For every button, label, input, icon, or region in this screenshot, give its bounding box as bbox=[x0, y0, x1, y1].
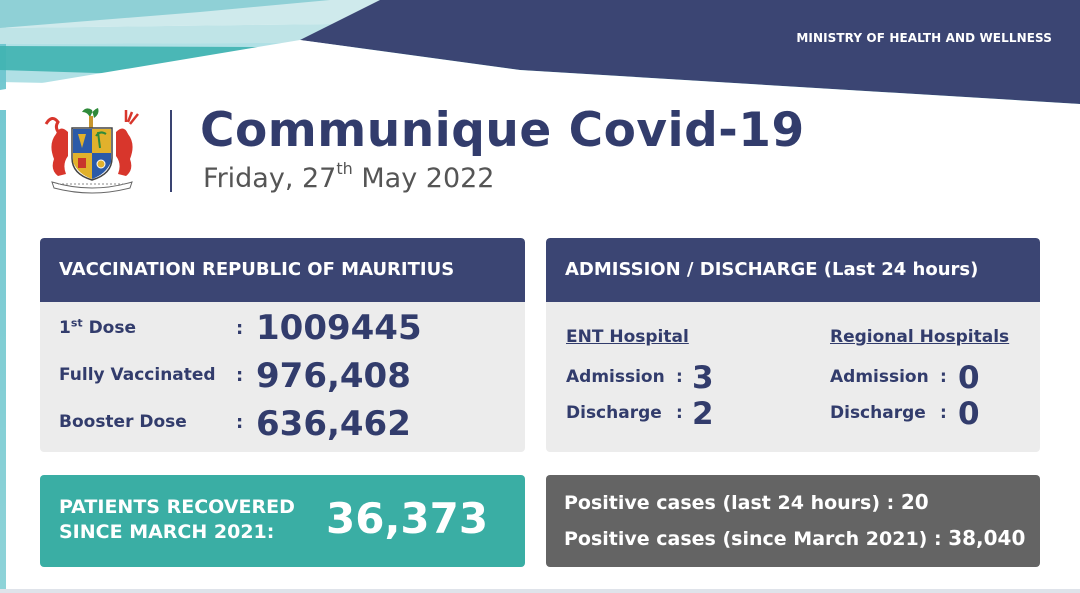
booster-dose-value: 636,462 bbox=[256, 404, 411, 444]
regional-hospitals-title: Regional Hospitals bbox=[830, 327, 1010, 347]
patients-recovered-label: PATIENTS RECOVERED SINCE MARCH 2021: bbox=[59, 496, 295, 543]
page-title: Communique Covid-19 bbox=[200, 103, 805, 158]
positive-cases-card bbox=[546, 475, 1040, 567]
regional-admission-colon: : bbox=[940, 367, 947, 387]
first-dose-value: 1009445 bbox=[256, 308, 422, 348]
header-divider bbox=[170, 110, 172, 192]
positive-cases-24h-value: 20 bbox=[900, 490, 929, 514]
ministry-name: MINISTRY OF HEALTH AND WELLNESS bbox=[796, 31, 1052, 45]
vaccination-card bbox=[40, 238, 525, 452]
regional-discharge-label: Discharge bbox=[830, 403, 926, 423]
positive-cases-24h: Positive cases (last 24 hours) : 20 bbox=[564, 490, 929, 514]
header-banner bbox=[0, 0, 1080, 110]
regional-discharge-value: 0 bbox=[958, 396, 980, 432]
communique-date: Friday, 27th May 2022 bbox=[203, 159, 495, 194]
ent-admission-label: Admission bbox=[566, 367, 665, 387]
admission-heading: ADMISSION / DISCHARGE (Last 24 hours) bbox=[546, 238, 1040, 302]
mauritius-coat-of-arms-icon bbox=[38, 104, 146, 196]
ent-admission-colon: : bbox=[676, 367, 683, 387]
first-dose-colon: : bbox=[236, 318, 244, 339]
ent-discharge-colon: : bbox=[676, 403, 683, 423]
ent-hospital-title: ENT Hospital bbox=[566, 327, 689, 347]
patients-recovered-card bbox=[40, 475, 525, 567]
fully-vaccinated-colon: : bbox=[236, 365, 244, 386]
first-dose-row: 1st Dose bbox=[59, 316, 137, 338]
fully-vaccinated-value: 976,408 bbox=[256, 356, 411, 396]
regional-admission-label: Admission bbox=[830, 367, 929, 387]
ent-admission-value: 3 bbox=[692, 360, 714, 396]
fully-vaccinated-label: Fully Vaccinated bbox=[59, 365, 216, 385]
patients-recovered-value: 36,373 bbox=[326, 494, 489, 543]
bottom-frame-stripe bbox=[0, 589, 1080, 593]
positive-cases-since-march-value: 38,040 bbox=[948, 526, 1026, 550]
admission-card bbox=[546, 238, 1040, 452]
positive-cases-since-march: Positive cases (since March 2021) : 38,040 bbox=[564, 526, 1026, 550]
booster-dose-label: Booster Dose bbox=[59, 412, 187, 432]
vaccination-heading: VACCINATION REPUBLIC OF MAURITIUS bbox=[40, 238, 525, 302]
ent-discharge-label: Discharge bbox=[566, 403, 662, 423]
regional-discharge-colon: : bbox=[940, 403, 947, 423]
booster-dose-colon: : bbox=[236, 412, 244, 433]
ent-discharge-value: 2 bbox=[692, 396, 714, 432]
regional-admission-value: 0 bbox=[958, 360, 980, 396]
